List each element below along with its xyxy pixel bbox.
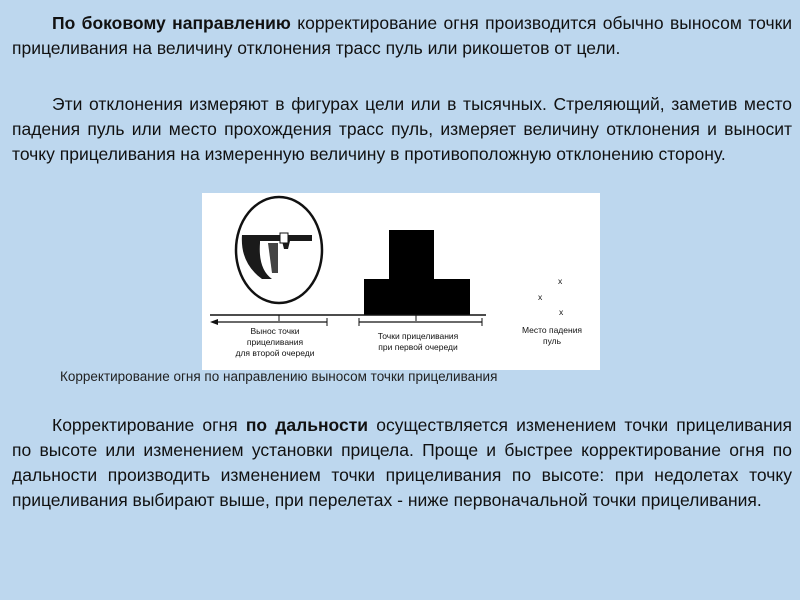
paragraph-text: корректирование огня производится обычно выносом точки прицеливания на величину отклонения трасс пуль или рикошетов от цели.: [12, 13, 793, 58]
diagram-figure: [202, 193, 600, 370]
arrow-left: [210, 315, 327, 326]
label-aim-points: Точки прицеливания: [377, 331, 459, 341]
diagram-svg: [202, 193, 600, 370]
arrow-middle: [359, 315, 482, 326]
label-shift-point: Вынос точки: [250, 326, 300, 336]
paragraph-text: Эти отклонения измеряют в фигурах цели или в тысячных. Стреляющий, заметив место падения пуль или место прохождения трасс пуль, измеряет величину отклонения и выносит точку прицеливания на измеренную величину в противоположную отклонению сторону.: [12, 94, 792, 164]
figure-caption: Корректирование огня по направлению выносом точки прицеливания: [60, 369, 498, 384]
bold-term-lateral: По боковому направлению: [52, 13, 291, 33]
silhouette-target: [364, 230, 470, 315]
label-shift-point: прицеливания: [246, 337, 304, 347]
label-impact-place: пуль: [542, 336, 562, 346]
oval-target: [236, 197, 322, 303]
label-impact-place: Место падения: [521, 325, 583, 335]
paragraph-lateral-correction: [12, 11, 792, 61]
impact-mark: x: [559, 307, 564, 317]
paragraph-range-correction: [12, 413, 792, 513]
bold-term-range: по дальности: [245, 415, 369, 435]
paragraph-text: осуществляется изменением точки прицеливания по высоте или изменением установки прицела. Проще и быстрее корректирование огня по дальности производить изменением точки прицеливания по высоте: при недолетах точку прицеливания выбирают выше, при перелетах - ниже первоначальной точки прицеливания.: [12, 415, 792, 510]
paragraph-text: Корректирование огня: [52, 415, 246, 435]
impact-mark: x: [538, 292, 543, 302]
label-shift-point: для второй очереди: [235, 348, 315, 358]
impact-mark: x: [558, 276, 563, 286]
paragraph-deviation-measure: [12, 92, 792, 167]
label-aim-points: при первой очереди: [378, 342, 458, 352]
